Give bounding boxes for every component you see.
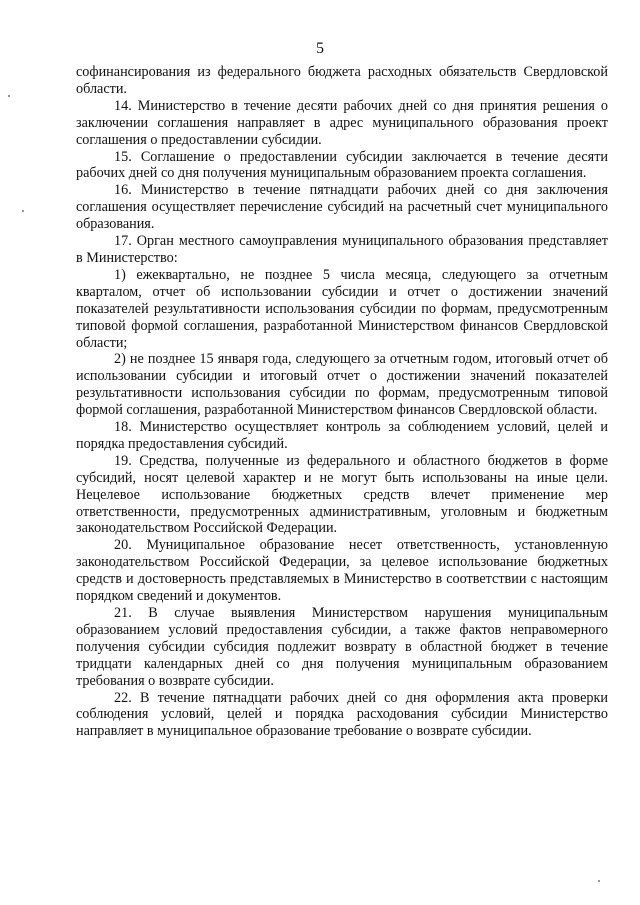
- scan-speck: [598, 880, 600, 882]
- paragraph-continuation: софинансирования из федерального бюджета расходных обязательств Свердловской области.: [76, 64, 608, 97]
- paragraph-17: 17. Орган местного самоуправления муниципального образования представляет в Министерство:: [76, 233, 608, 266]
- paragraph-21: 21. В случае выявления Министерством нарушения муниципальным образованием условий предоставления субсидии, а также фактов неправомерного получения субсидии субсидия подлежит возврату в областной бюджет в течение тридцати календарных дней со дня получения муниципальным образованием требования о возврате субсидии.: [76, 605, 608, 689]
- paragraph-14: 14. Министерство в течение десяти рабочих дней со дня принятия решения о заключении соглашения направляет в адрес муниципального образования проект соглашения о предоставлении субсидии.: [76, 97, 608, 148]
- page-number: 5: [316, 40, 324, 57]
- paragraph-17-item-2: 2) не позднее 15 января года, следующего за отчетным годом, итоговый отчет об использовании субсидии и итоговый отчет о достижении значений показателей результативности использования субсидии по формам, предусмотренным типовой формой соглашения, разработанной Министерством финансов Свердловской области.: [76, 351, 608, 419]
- paragraph-17-item-1: 1) ежеквартально, не позднее 5 числа месяца, следующего за отчетным кварталом, отчет об использовании субсидии и отчет о достижении значений показателей результативности использования субсидии по формам, предусмотренным типовой формой соглашения, разработанной Министерством финансов Свердловской области;: [76, 266, 608, 351]
- paragraph-15: 15. Соглашение о предоставлении субсидии заключается в течение десяти рабочих дней со дня получения муниципальным образованием проекта соглашения.: [76, 148, 608, 182]
- paragraph-18: 18. Министерство осуществляет контроль за соблюдением условий, целей и порядка предоставления субсидий.: [76, 419, 608, 452]
- scan-speck: [8, 95, 10, 97]
- paragraph-16: 16. Министерство в течение пятнадцати рабочих дней со дня заключения соглашения осуществляет перечисление субсидий на расчетный счет муниципального образования.: [76, 182, 608, 233]
- document-body: [76, 64, 608, 740]
- paragraph-19: 19. Средства, полученные из федерального и областного бюджетов в форме субсидий, носят целевой характер и не могут быть использованы на иные цели. Нецелевое использование бюджетных средств влечет применение мер ответственности, предусмотренных административным, уголовным и бюджетным законодательством Российской Федерации.: [76, 452, 608, 537]
- paragraph-20: 20. Муниципальное образование несет ответственность, установленную законодательством Российской Федерации, за целевое использование бюджетных средств и достоверность представляемых в Министерство в соответствии с настоящим порядком сведений и документов.: [76, 537, 608, 605]
- paragraph-22: 22. В течение пятнадцати рабочих дней со дня оформления акта проверки соблюдения условий, целей и порядка расходования субсидии Министерство направляет в муниципальное образование требование о возврате субсидии.: [76, 689, 608, 740]
- scan-speck: [22, 210, 24, 212]
